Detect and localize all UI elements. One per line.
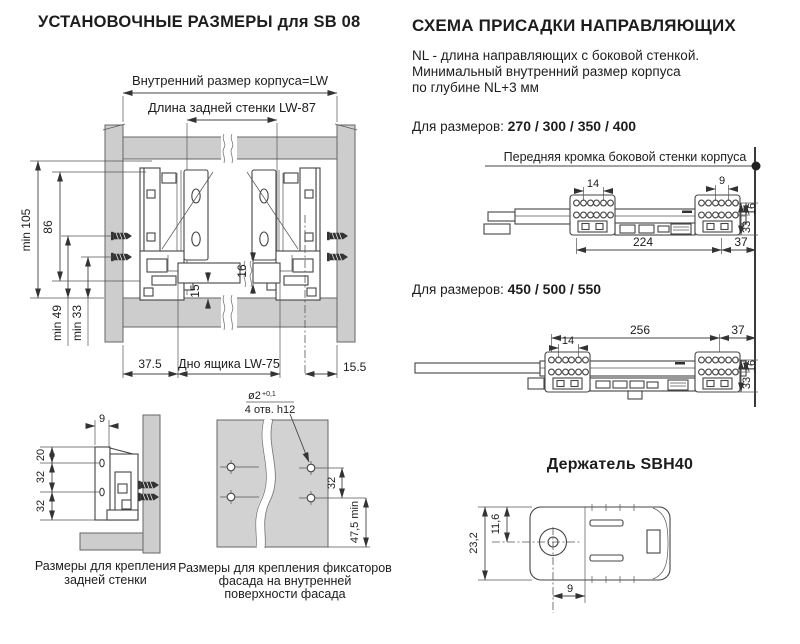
dim-47-5-min: 47,5 min bbox=[349, 500, 361, 544]
mount-plate-rear bbox=[545, 352, 590, 392]
front-edge-label: Передняя кромка боковой стенки корпуса bbox=[503, 150, 747, 164]
dim-224: 224 bbox=[632, 235, 654, 249]
dim-min-49: min 49 bbox=[50, 304, 64, 342]
back-wall-detail-drawing bbox=[5, 400, 195, 558]
back-wall-length-label: Длина задней стенки LW-87 bbox=[147, 100, 317, 115]
hole-diameter-label: ø2 bbox=[248, 390, 261, 402]
dim-86: 86 bbox=[41, 220, 55, 234]
facade-detail-drawing bbox=[182, 388, 392, 560]
drawer-bottom-label: Дно ящика LW-75 bbox=[178, 357, 280, 371]
holder-body bbox=[492, 504, 670, 613]
dim-9: 9 bbox=[718, 175, 726, 187]
dim-14: 14 bbox=[561, 335, 575, 347]
dim-11-6: 11,6 bbox=[490, 513, 502, 535]
dim-32-bottom: 32 bbox=[35, 499, 47, 513]
drawer-bottom bbox=[178, 261, 280, 287]
rail-drawing-large bbox=[400, 302, 800, 422]
screw-left-upper bbox=[111, 232, 132, 240]
facade-caption-line3: поверхности фасада bbox=[224, 587, 346, 601]
dim-37-5: 37.5 bbox=[138, 357, 162, 371]
hole-tolerance-label: +0,1 bbox=[262, 391, 276, 398]
installation-drawing bbox=[0, 55, 400, 390]
dim-15-5: 15.5 bbox=[343, 360, 367, 374]
facade-detail-caption bbox=[175, 562, 395, 601]
mount-plate-rear bbox=[570, 195, 615, 235]
sizes-small-label: Для размеров: bbox=[412, 119, 504, 134]
facade-caption-line2: фасада на внутренней bbox=[218, 574, 352, 588]
rail-large-top-dimensions bbox=[552, 323, 757, 356]
dim-14: 14 bbox=[586, 178, 600, 190]
dim-min-105: min 105 bbox=[19, 208, 33, 252]
back-wall-bar bbox=[123, 134, 337, 163]
back-wall-profile bbox=[95, 447, 138, 520]
note-line-3: по глубине NL+3 мм bbox=[412, 80, 539, 95]
dim-9: 9 bbox=[566, 583, 574, 595]
dim-23-2: 23,2 bbox=[468, 532, 480, 554]
sizes-large-values: 450 / 500 / 550 bbox=[507, 281, 602, 297]
back-caption-line2: задней стенки bbox=[64, 572, 147, 587]
dim-256: 256 bbox=[629, 323, 651, 337]
dim-9: 9 bbox=[98, 413, 106, 425]
mount-plate-front bbox=[695, 195, 740, 235]
facade-caption-line1: Размеры для крепления фиксаторов bbox=[178, 561, 392, 575]
dim-32: 32 bbox=[326, 476, 338, 490]
dim-min-33: min 33 bbox=[70, 304, 84, 342]
sizes-large-label: Для размеров: bbox=[412, 282, 504, 297]
dim-16: 16 bbox=[746, 359, 758, 373]
dim-33: 33 bbox=[741, 376, 753, 390]
front-edge-dot bbox=[752, 162, 761, 171]
back-caption-line1: Размеры для крепления bbox=[34, 559, 177, 573]
holder-title: Держатель SBH40 bbox=[546, 456, 694, 473]
dim-33: 33 bbox=[741, 220, 753, 234]
note-line-2: Минимальный внутренний размер корпуса bbox=[412, 64, 681, 79]
dim-32-top: 32 bbox=[35, 470, 47, 484]
mount-plate-front bbox=[695, 352, 740, 392]
holder-drawing bbox=[440, 483, 800, 640]
right-note bbox=[412, 48, 699, 96]
sizes-row-small bbox=[412, 118, 636, 134]
screw-left-lower bbox=[111, 253, 132, 261]
dim-16: 16 bbox=[235, 264, 249, 278]
rail-drawing-small bbox=[400, 143, 800, 268]
sizes-row-large bbox=[412, 281, 601, 297]
left-title: УСТАНОВОЧНЫЕ РАЗМЕРЫ для SB 08 bbox=[38, 13, 361, 31]
dim-37: 37 bbox=[734, 235, 748, 249]
facade-dimensions bbox=[326, 468, 370, 547]
dim-20: 20 bbox=[35, 448, 47, 462]
back-detail-caption bbox=[8, 560, 203, 587]
dim-16: 16 bbox=[746, 202, 758, 216]
inner-width-label: Внутренний размер корпуса=LW bbox=[131, 73, 329, 88]
note-line-1: NL - длина направляющих с боковой стенкой. bbox=[412, 48, 700, 63]
dim-37: 37 bbox=[731, 323, 745, 337]
drawer-bottom-panel bbox=[80, 533, 143, 550]
holes-note-label: 4 отв. h12 bbox=[244, 404, 296, 416]
right-title: СХЕМА ПРИСАДКИ НАПРАВЛЯЮЩИХ bbox=[412, 16, 736, 35]
panel-break-ticks bbox=[103, 124, 357, 130]
sizes-small-values: 270 / 300 / 350 / 400 bbox=[507, 118, 637, 134]
dim-15: 15 bbox=[188, 284, 202, 298]
